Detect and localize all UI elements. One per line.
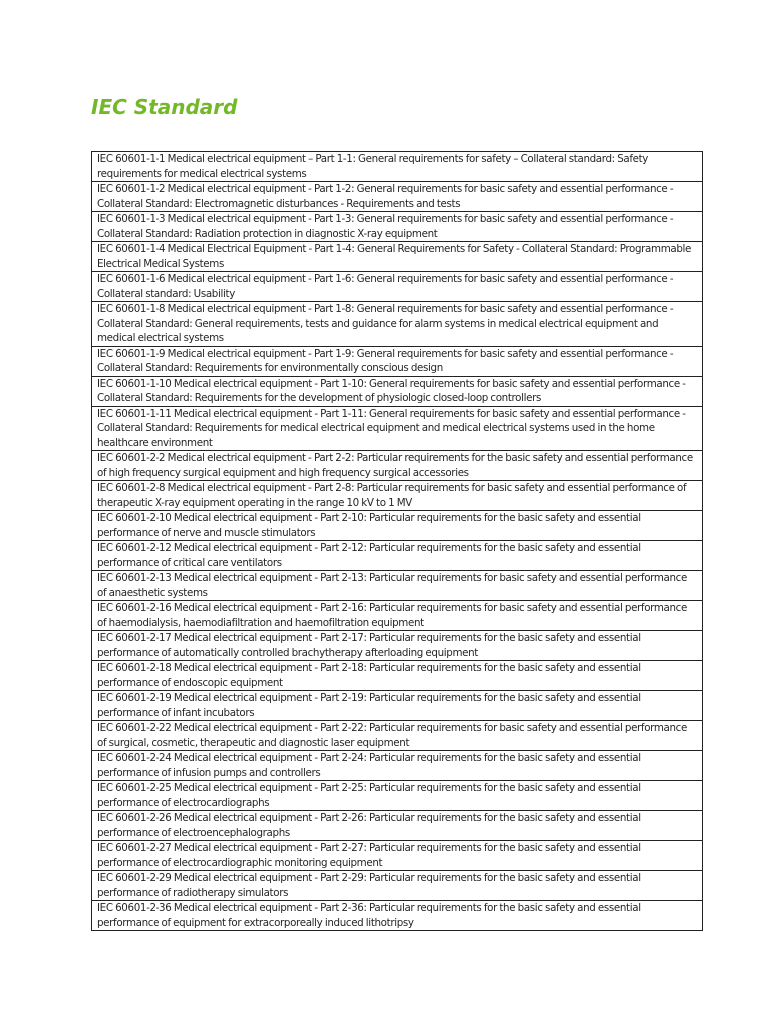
- table-row: [92, 871, 703, 901]
- standard-cell: IEC 60601-2-10 Medical electrical equipment - Part 2-10: Particular requirements for the basic safety and essential performance of nerve and muscle stimulators: [92, 511, 703, 541]
- table-row: [92, 541, 703, 571]
- table-row: [92, 811, 703, 841]
- table-row: [92, 631, 703, 661]
- page-title: IEC Standard: [91, 95, 238, 119]
- standard-cell: IEC 60601-1-4 Medical Electrical Equipment - Part 1-4: General Requirements for Safety - Collateral Standard: Programmable Electrical Medical Systems: [92, 242, 703, 272]
- table-row: [92, 182, 703, 212]
- table-row: [92, 451, 703, 481]
- table-row: [92, 781, 703, 811]
- table-row: [92, 346, 703, 376]
- table-row: [92, 272, 703, 302]
- table-row: [92, 242, 703, 272]
- table-row: [92, 901, 703, 931]
- standard-cell: IEC 60601-2-25 Medical electrical equipment - Part 2-25: Particular requirements for the basic safety and essential performance of electrocardiographs: [92, 781, 703, 811]
- table-row: [92, 511, 703, 541]
- standard-cell: IEC 60601-1-10 Medical electrical equipment - Part 1-10: General requirements for basic safety and essential performance - Collateral Standard: Requirements for the development of physiologic closed-loop controllers: [92, 376, 703, 406]
- table-row: [92, 212, 703, 242]
- standard-cell: IEC 60601-1-2 Medical electrical equipment - Part 1-2: General requirements for basic safety and essential performance - Collateral Standard: Electromagnetic disturbances - Requirements and tests: [92, 182, 703, 212]
- table-row: [92, 302, 703, 347]
- standard-cell: IEC 60601-2-27 Medical electrical equipment - Part 2-27: Particular requirements for the basic safety and essential performance of electrocardiographic monitoring equipment: [92, 841, 703, 871]
- table-row: [92, 721, 703, 751]
- standard-cell: IEC 60601-1-6 Medical electrical equipment - Part 1-6: General requirements for basic safety and essential performance - Collateral standard: Usability: [92, 272, 703, 302]
- standards-table-body: [92, 152, 703, 931]
- standard-cell: IEC 60601-2-13 Medical electrical equipment - Part 2-13: Particular requirements for basic safety and essential performance of anaesthetic systems: [92, 571, 703, 601]
- table-row: [92, 376, 703, 406]
- table-row: [92, 751, 703, 781]
- table-row: [92, 841, 703, 871]
- table-row: [92, 661, 703, 691]
- standard-cell: IEC 60601-2-16 Medical electrical equipment - Part 2-16: Particular requirements for basic safety and essential performance of haemodialysis, haemodiafiltration and haemofiltration equipment: [92, 601, 703, 631]
- standard-cell: IEC 60601-1-8 Medical electrical equipment - Part 1-8: General requirements for basic safety and essential performance - Collateral Standard: General requirements, tests and guidance for alarm systems in medical electrical equipment and medical electrical systems: [92, 302, 703, 347]
- table-row: [92, 601, 703, 631]
- standard-cell: IEC 60601-1-9 Medical electrical equipment - Part 1-9: General requirements for basic safety and essential performance - Collateral Standard: Requirements for environmentally conscious design: [92, 346, 703, 376]
- standard-cell: IEC 60601-2-22 Medical electrical equipment - Part 2-22: Particular requirements for basic safety and essential performance of surgical, cosmetic, therapeutic and diagnostic laser equipment: [92, 721, 703, 751]
- standard-cell: IEC 60601-2-2 Medical electrical equipment - Part 2-2: Particular requirements for the basic safety and essential performance of high frequency surgical equipment and high frequency surgical accessories: [92, 451, 703, 481]
- standard-cell: IEC 60601-1-3 Medical electrical equipment - Part 1-3: General requirements for basic safety and essential performance - Collateral Standard: Radiation protection in diagnostic X-ray equipment: [92, 212, 703, 242]
- standard-cell: IEC 60601-2-18 Medical electrical equipment - Part 2-18: Particular requirements for the basic safety and essential performance of endoscopic equipment: [92, 661, 703, 691]
- standard-cell: IEC 60601-1-1 Medical electrical equipment – Part 1-1: General requirements for safety – Collateral standard: Safety requirements for medical electrical systems: [92, 152, 703, 182]
- standard-cell: IEC 60601-2-8 Medical electrical equipment - Part 2-8: Particular requirements for basic safety and essential performance of therapeutic X-ray equipment operating in the range 10 kV to 1 MV: [92, 481, 703, 511]
- standard-cell: IEC 60601-2-26 Medical electrical equipment - Part 2-26: Particular requirements for the basic safety and essential performance of electroencephalographs: [92, 811, 703, 841]
- standards-table: [91, 151, 703, 931]
- standard-cell: IEC 60601-2-17 Medical electrical equipment - Part 2-17: Particular requirements for the basic safety and essential performance of automatically controlled brachytherapy afterloading equipment: [92, 631, 703, 661]
- standard-cell: IEC 60601-2-24 Medical electrical equipment - Part 2-24: Particular requirements for the basic safety and essential performance of infusion pumps and controllers: [92, 751, 703, 781]
- table-row: [92, 481, 703, 511]
- table-row: [92, 571, 703, 601]
- standard-cell: IEC 60601-2-29 Medical electrical equipment - Part 2-29: Particular requirements for the basic safety and essential performance of radiotherapy simulators: [92, 871, 703, 901]
- table-row: [92, 691, 703, 721]
- table-row: [92, 152, 703, 182]
- standard-cell: IEC 60601-1-11 Medical electrical equipment - Part 1-11: General requirements for basic safety and essential performance - Collateral Standard: Requirements for medical electrical equipment and medical electrical systems used in the home healthcare environment: [92, 406, 703, 451]
- standard-cell: IEC 60601-2-36 Medical electrical equipment - Part 2-36: Particular requirements for the basic safety and essential performance of equipment for extracorporeally induced lithotripsy: [92, 901, 703, 931]
- standard-cell: IEC 60601-2-12 Medical electrical equipment - Part 2-12: Particular requirements for the basic safety and essential performance of critical care ventilators: [92, 541, 703, 571]
- table-row: [92, 406, 703, 451]
- standard-cell: IEC 60601-2-19 Medical electrical equipment - Part 2-19: Particular requirements for the basic safety and essential performance of infant incubators: [92, 691, 703, 721]
